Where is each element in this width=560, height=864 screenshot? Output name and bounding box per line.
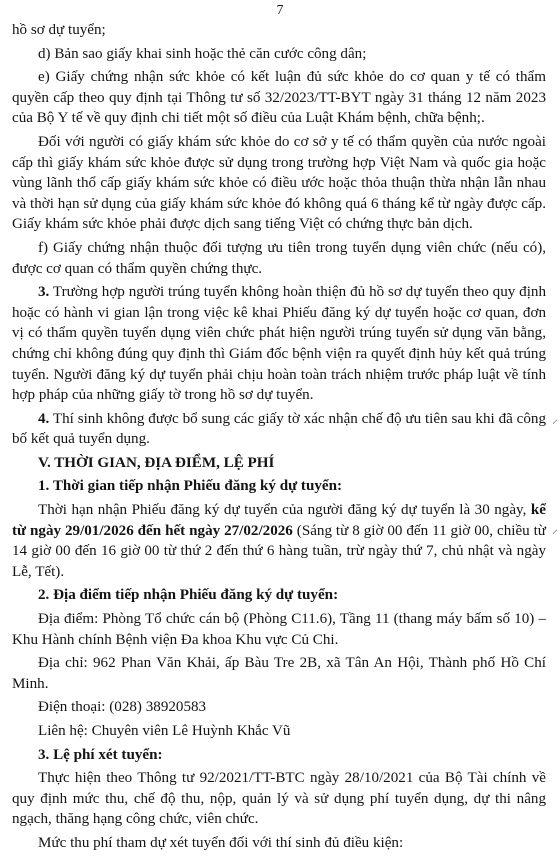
text-run: Địa điểm: Phòng Tổ chức cán bộ (Phòng C11.6), Tầng 11 (thang máy bấm số 10) – Khu Hành chính Bệnh viện Đa khoa Khu vực Củ Chi.: [12, 611, 546, 648]
paragraph-p11: [12, 585, 546, 606]
paragraph-p01: [12, 20, 546, 41]
text-run: Trường hợp người trúng tuyển không hoàn thiện đủ hồ sơ dự tuyển theo quy định hoặc có hành vi gian lận trong việc kê khai Phiếu đăng ký dự tuyển hoặc cơ quan, đơn vị có thẩm quyền tuyển dụng viên chức phát hiện người trúng tuyển sử dụng văn bằng, chứng chỉ không đúng quy định thì Giám đốc bệnh viện ra quyết định hủy kết quả trúng tuyển. Người đăng ký dự tuyển phải chịu hoàn toàn trách nhiệm trước pháp luật về tính hợp pháp của những giấy tờ trong hồ sơ dự tuyển.: [12, 284, 546, 404]
text-run: Thí sinh không được bổ sung các giấy tờ xác nhận chế độ ưu tiên sau khi đã công bố kết quả tuyển dụng.: [12, 410, 546, 448]
paragraph-p08: [12, 453, 546, 474]
text-run: kể từ ngày 29/01/2026 đến hết ngày 27/02/2026: [12, 502, 546, 539]
paragraph-p15: [12, 721, 546, 742]
text-run: Đối với người có giấy khám sức khỏe do cơ sở y tế có thẩm quyền của nước ngoài cấp thì giấy khám sức khỏe được sử dụng trong trường hợp Việt Nam và quốc gia hoặc vùng lãnh thổ cấp giấy khám sức khỏe có điều ước hoặc thỏa thuận thừa nhận lẫn nhau và thời hạn sử dụng của giấy khám sức khỏe đó không quá 6 tháng kể từ ngày được cấp. Giấy khám sức khỏe phải được dịch sang tiếng Việt có chứng thực bản dịch.: [12, 133, 546, 233]
margin-mark-icon: ⸝: [551, 412, 558, 426]
text-run: Mức thu phí tham dự xét tuyển đối với thí sinh đủ điều kiện:: [38, 834, 404, 851]
paragraph-p17: [12, 768, 546, 830]
text-run: Địa chỉ: 962 Phan Văn Khải, ấp Bàu Tre 2B, xã Tân An Hội, Thành phố Hồ Chí Minh.: [12, 655, 546, 692]
text-run: 3.: [38, 284, 50, 301]
text-run: 2. Địa điểm tiếp nhận Phiếu đăng ký dự tuyển:: [38, 587, 339, 604]
paragraph-p02: [12, 44, 546, 65]
margin-mark-icon: ⸝: [551, 522, 558, 536]
paragraph-p10: [12, 500, 546, 582]
text-run: V. THỜI GIAN, ĐỊA ĐIỂM, LỆ PHÍ: [38, 454, 275, 471]
paragraph-p13: [12, 653, 546, 694]
paragraph-p04: [12, 132, 546, 235]
text-run: Liên hệ: Chuyên viên Lê Huỳnh Khắc Vũ: [38, 723, 291, 739]
text-run: hồ sơ dự tuyển;: [12, 22, 106, 38]
document-body: [12, 20, 546, 854]
paragraph-p09: [12, 476, 546, 497]
text-run: 4.: [38, 410, 50, 427]
paragraph-p18: [12, 833, 546, 854]
paragraph-p03: [12, 67, 546, 129]
text-run: e) Giấy chứng nhận sức khỏe có kết luận đủ sức khỏe do cơ quan y tế có thẩm quyền cấp theo quy định tại Thông tư số 32/2023/TT-BYT ngày 31 tháng 12 năm 2023 của Bộ Y tế về quy định chi tiết một số điều của Luật Khám bệnh, chữa bệnh;.: [12, 69, 546, 127]
paragraph-p05: [12, 238, 546, 279]
paragraph-p14: [12, 697, 546, 718]
text-run: 3. Lệ phí xét tuyển:: [38, 746, 163, 763]
text-run: Điện thoại: (028) 38920583: [38, 699, 207, 716]
paragraph-p06: [12, 282, 546, 406]
page-number: 7: [276, 2, 284, 17]
text-run: Thời hạn nhận Phiếu đăng ký dự tuyển của người đăng ký dự tuyển là 30 ngày,: [38, 502, 531, 519]
paragraph-p07: [12, 409, 546, 450]
text-run: f) Giấy chứng nhận thuộc đối tượng ưu tiên trong tuyển dụng viên chức (nếu có), được cơ quan có thẩm quyền chứng thực.: [12, 239, 546, 277]
text-run: d) Bản sao giấy khai sinh hoặc thẻ căn cước công dân;: [38, 45, 367, 62]
paragraph-p16: [12, 745, 546, 766]
paragraph-p12: [12, 609, 546, 650]
text-run: 1. Thời gian tiếp nhận Phiếu đăng ký dự tuyển:: [38, 478, 343, 495]
text-run: Thực hiện theo Thông tư 92/2021/TT-BTC ngày 28/10/2021 của Bộ Tài chính về quy định mức thu, chế độ thu, nộp, quản lý và sử dụng phí tuyển dụng, dự thi nâng ngạch, thăng hạng công chức, viên chức.: [12, 770, 546, 828]
text-run: (Sáng từ 8 giờ 00 đến 11 giờ 00, chiều từ 14 giờ 00 đến 16 giờ 00 từ thứ 2 đến thứ 6 hàng tuần, trừ ngày thứ 7, chủ nhật và ngày Lễ, Tết).: [12, 522, 546, 580]
